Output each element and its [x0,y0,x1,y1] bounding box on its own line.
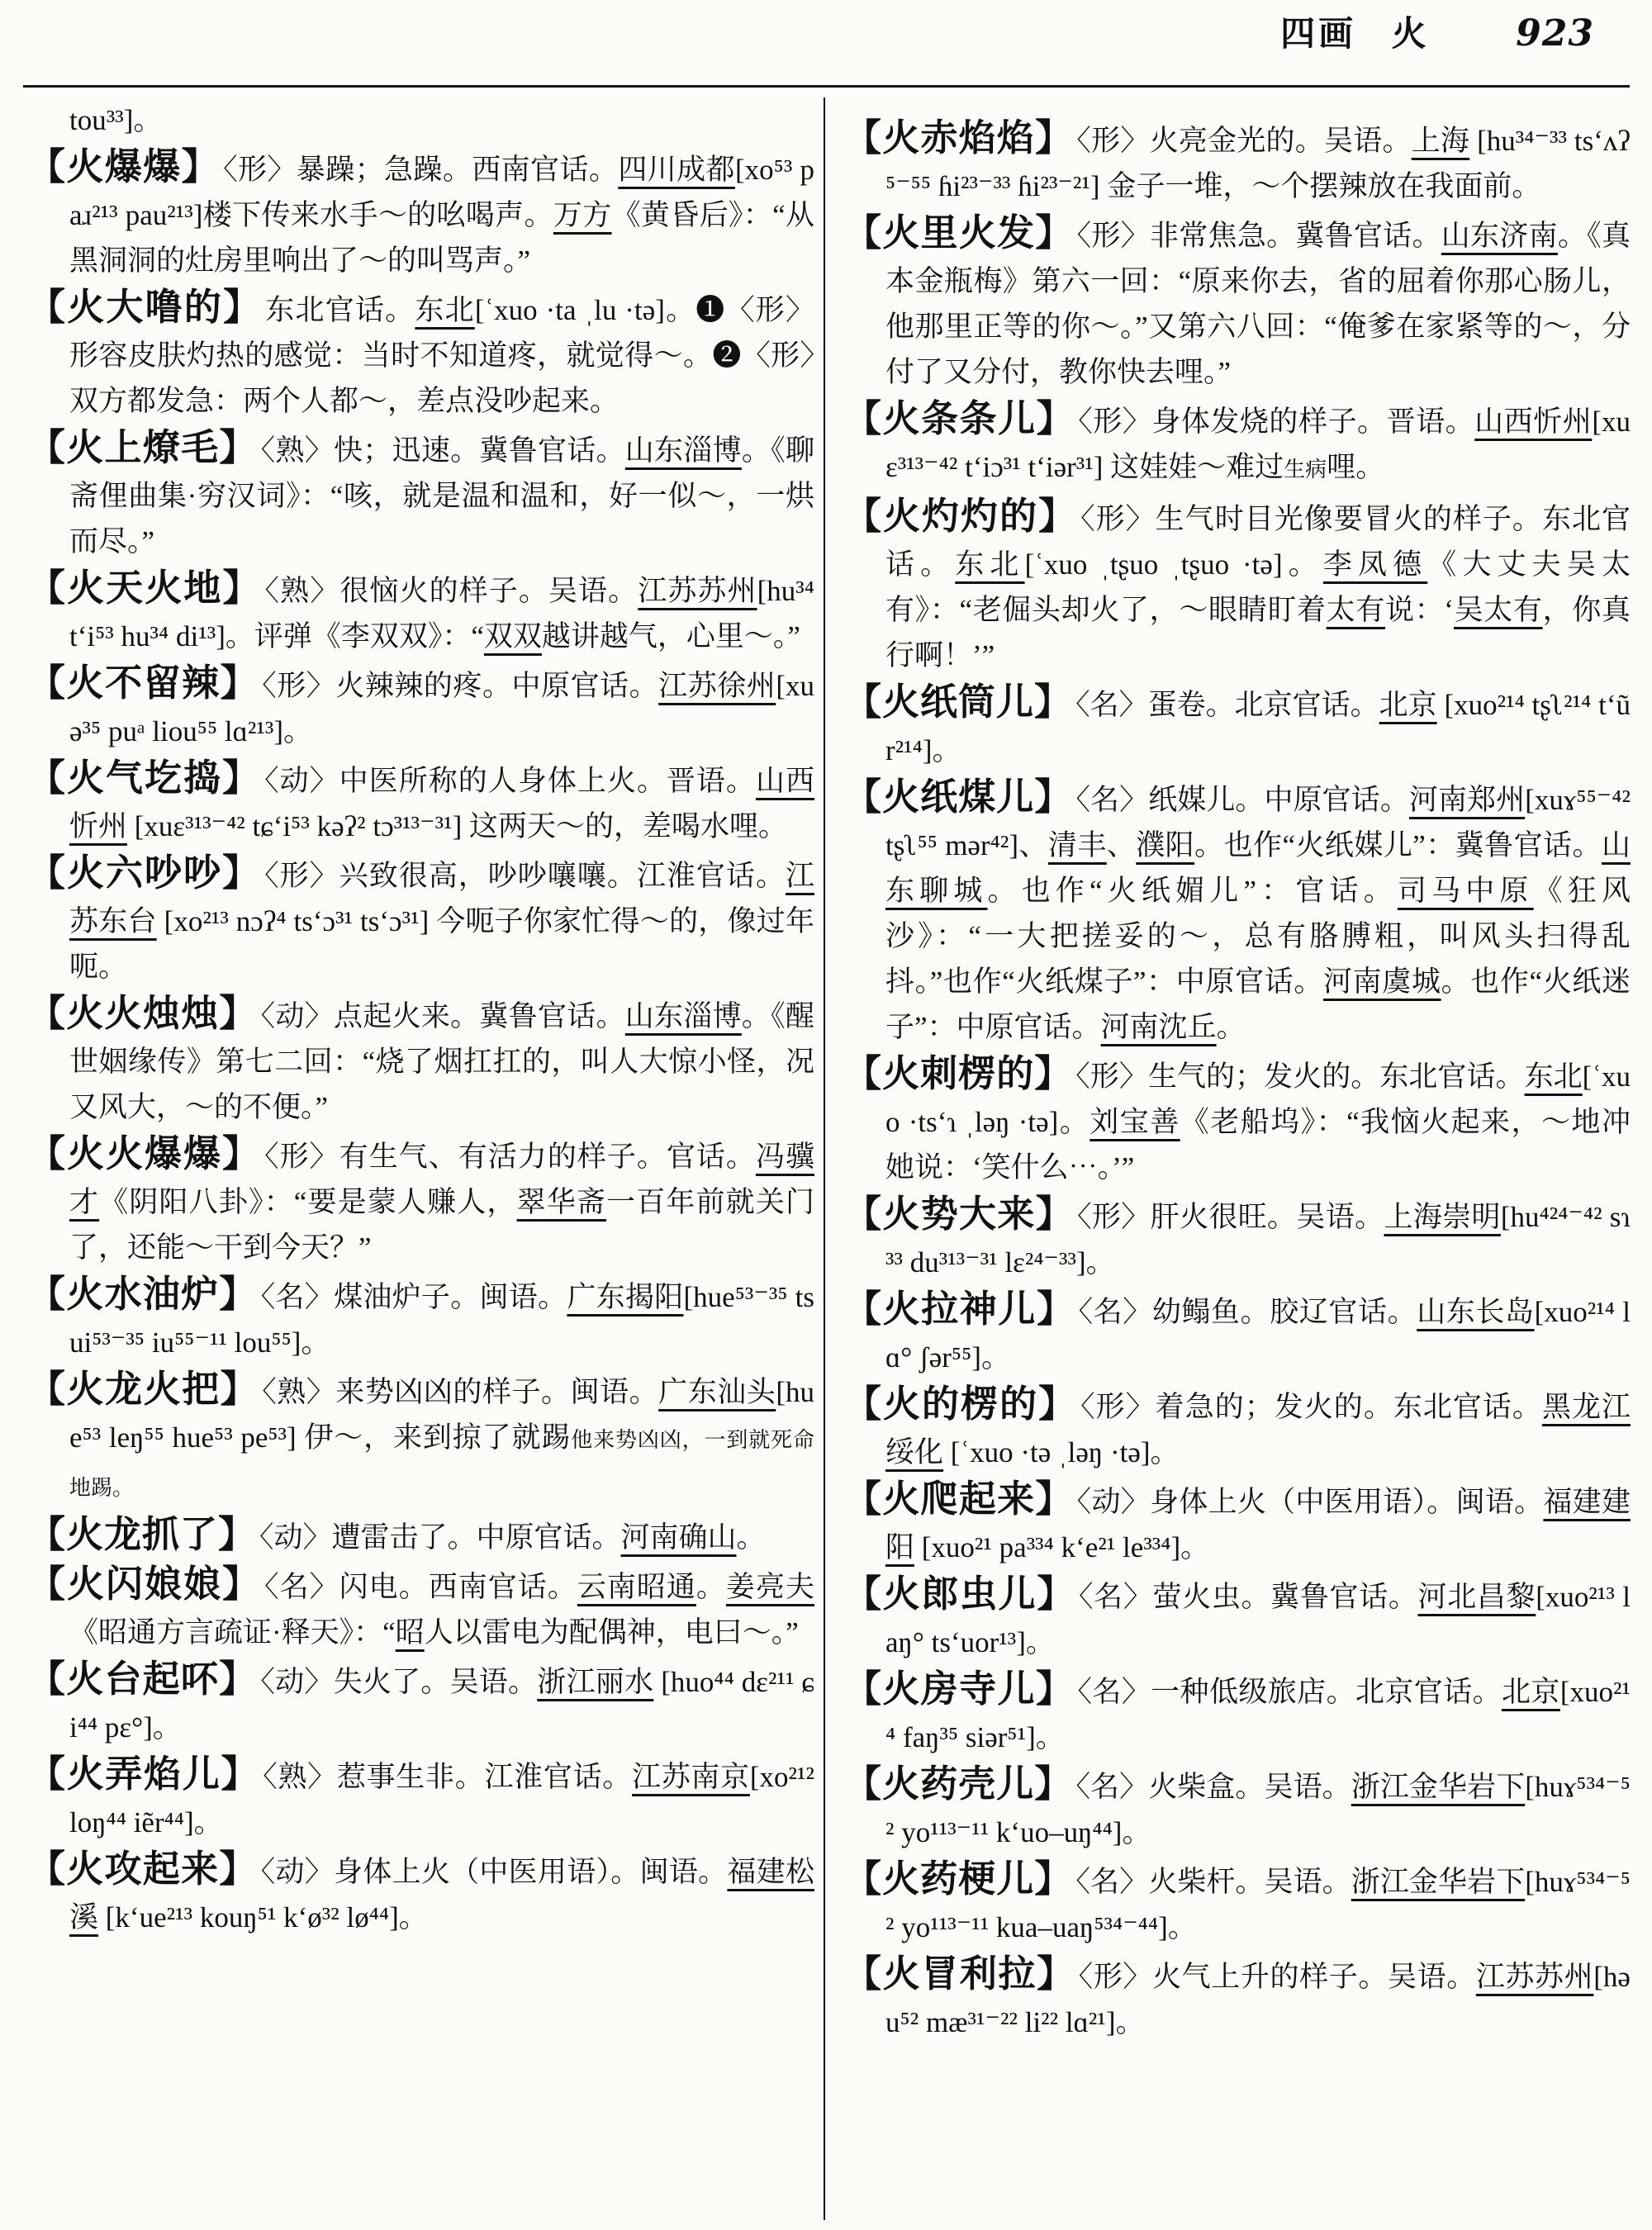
entry-text: 《大丈夫吴太有》：“老倔头却火了，～眼睛盯着 [885,548,1631,626]
dictionary-entry [844,1477,1631,1570]
entry-text: 〈动〉失火了。吴语。 [260,1666,538,1698]
dictionary-entry [28,1657,814,1750]
proper-noun: 福建建阳 [885,1486,1631,1563]
entry-headword: 【火刺楞的】 [844,1053,1073,1094]
entry-text: 〈形〉肝火很旺。吴语。 [1077,1201,1384,1233]
column-right [844,96,1631,2045]
entry-headword: 【火大噜的】 [28,287,263,328]
radical-label: 火 [1391,16,1430,54]
entry-headword: 【火冒利拉】 [844,1953,1075,1995]
dictionary-entry [844,1287,1631,1380]
dictionary-entry [28,661,814,754]
entry-text: [xuə³⁵ puᵃ liou⁵⁵ lɑ²¹³]。 [69,670,814,747]
dictionary-entry [28,566,814,659]
entry-text: 〈形〉兴致很高，吵吵嚷嚷。江淮官话。 [264,860,786,892]
proper-noun: 万方 [553,199,612,231]
entry-text: 〈名〉闪电。西南官话。 [264,1571,577,1603]
dictionary-entry [844,494,1631,678]
entry-text: 〈名〉煤油炉子。闽语。 [260,1281,567,1313]
entry-text: [ʿxuo ·tə ˌləŋ ·tə]。 [943,1436,1180,1468]
entry-text: 。也作“火纸迷子”：中原官话。 [885,966,1631,1043]
proper-noun: 黑龙江绥化 [885,1391,1631,1468]
dictionary-entry [28,425,814,564]
entry-headword: 【火闪娘娘】 [28,1563,262,1605]
entry-headword: 【火爆爆】 [28,146,221,187]
dictionary-entry [844,1051,1631,1190]
entry-text: 《狂风沙》：“一大把搓妥的～，总有胳膊粗，叫风头扫得乱抖。”也作“火纸煤子”：中原官话。 [885,875,1631,998]
entry-text: 〈形〉火辣辣的疼。中原官话。 [262,670,659,702]
proper-noun: 太有 [1326,594,1385,626]
entry-text: 〈熟〉来势凶凶的样子。闽语。 [262,1376,659,1408]
dictionary-entry [844,1192,1631,1285]
entry-text: 〈形〉非常焦急。冀鲁官话。 [1076,220,1441,252]
entry-text: [xuo²¹⁴ faŋ³⁵ siər⁵¹]。 [885,1676,1631,1753]
proper-noun: 江苏东台 [69,860,814,937]
entry-text: ，你真行啊！’” [885,594,1631,671]
dictionary-entry [844,116,1631,209]
proper-noun: 山东聊城 [885,829,1631,907]
dictionary-entry [28,1562,814,1655]
entry-text: [xuo²¹⁴ lɑ° ʃər⁵⁵]。 [885,1296,1631,1374]
entry-text: [xo²¹³ nɔʔ⁴ ts‘ɔ³¹ ts‘ɔ³¹] 今呃子你家忙得～的，像过年呃。 [69,905,814,983]
column-left [28,96,814,1940]
entry-headword: 【火火爆爆】 [28,1133,262,1174]
dictionary-entry [28,991,814,1130]
proper-noun: 濮阳 [1136,829,1195,861]
running-head [0,7,1619,56]
entry-headword: 【火拉神儿】 [844,1288,1075,1330]
dictionary-entry [844,1952,1631,2045]
entry-text: 〈形〉生气的；发火的。东北官话。 [1075,1060,1525,1093]
entry-text: 。《真本金瓶梅》第六一回：“原来你去，省的屈着你那心肠儿，他那里正等的你～。”又第六八回：“俺爹在家紧等的～，分付了又分付，教你快去哩。” [885,220,1631,388]
entry-text: [hue⁵³ leŋ⁵⁵ hue⁵³ pe⁵³] 伊～，来到掠了就踢 [69,1376,814,1454]
proper-noun: 冯骥才 [69,1141,814,1218]
entry-headword: 【火气圪捣】 [28,757,262,799]
entry-headword: 【火台起吥】 [28,1658,258,1700]
entry-text: 〈熟〉快；迅速。冀鲁官话。 [260,434,625,467]
dictionary-entry [28,1512,814,1560]
entry-text: 《黄昏后》：“从黑洞洞的灶房里响出了～的叫骂声。” [69,199,814,277]
proper-noun: 江苏苏州 [638,575,757,607]
entry-text: 〈形〉着急的；发火的。东北官话。 [1080,1391,1542,1423]
entry-text: 《老船坞》：“我恼火起来，～地冲她说：‘笑什么⋯。’” [885,1106,1631,1184]
entry-text: 〈形〉火气上升的样子。吴语。 [1078,1961,1476,1993]
dictionary-entry [28,1132,814,1270]
entry-text: [hue⁵³⁻³⁵ tsui⁵³⁻³⁵ iu⁵⁵⁻¹¹ lou⁵⁵]。 [69,1281,814,1359]
proper-noun: 吴太有 [1453,594,1543,626]
entry-text: [hu³⁴⁻³³ ts‘ʌʔ⁵⁻⁵⁵ ɦi²³⁻³³ ɦi²³⁻²¹] 金子一堆，～个摆辣放在我面前。 [885,125,1631,202]
entry-text: 〈动〉遭雷击了。中原官话。 [259,1521,621,1554]
entry-text: 〈动〉身体上火（中医用语）。闽语。 [1076,1486,1544,1518]
entry-text: [ʿxuo ˌtʂuo ˌtʂuo ·tə]。 [1024,548,1323,581]
dictionary-entry [28,1367,814,1511]
proper-noun: 北京 [1502,1676,1560,1708]
dictionary-entry [844,1762,1631,1855]
entry-text: [həu⁵² mæ³¹⁻²² li²² lɑ²¹]。 [885,1961,1631,2038]
proper-noun: 广东揭阳 [567,1281,684,1313]
entry-text: [xuo²¹ pa³³⁴ k‘e²¹ le³³⁴]。 [914,1531,1210,1563]
entry-headword: 【火爬起来】 [844,1478,1074,1520]
entry-text: [k‘ue²¹³ kouŋ⁵¹ k‘ø³² lø⁴⁴]。 [98,1901,428,1933]
proper-noun: 东北 [415,294,475,326]
proper-noun: 昭 [395,1616,425,1649]
entry-headword: 【火的楞的】 [844,1383,1078,1425]
entry-text: 。也作“火纸媚儿”：官话。 [987,875,1398,907]
entry-headword: 【火条条儿】 [844,398,1075,439]
entry-text: [xuɛ³¹³⁻⁴² tɕ‘i⁵³ kəʔ² tɔ³¹³⁻³¹] 这两天～的，差喝水哩。 [127,810,788,842]
proper-noun: 山东长岛 [1417,1296,1535,1328]
dictionary-entry [28,285,814,424]
entry-text: [ʿxuo ·ta ˌlu ·tə]。❶〈形〉形容皮肤灼热的感觉：当时不知道疼，就觉得～。❷〈形〉双方都发急：两个人都～，差点没吵起来。 [69,294,814,417]
entry-text: 〈名〉萤火虫。冀鲁官话。 [1079,1581,1418,1613]
entry-text: [xuɤ⁵⁵⁻⁴² tʂʅ⁵⁵ mər⁴²]、 [885,784,1631,861]
entry-headword: 【火攻起来】 [28,1848,258,1890]
entry-headword: 【火天火地】 [28,567,262,609]
proper-noun: 山西忻州 [69,765,814,842]
proper-noun: 河南沈丘 [1100,1011,1217,1043]
entry-text: [hu⁴²⁴⁻⁴² sɿ³³ du³¹³⁻³¹ lɛ²⁴⁻³³]。 [885,1201,1631,1279]
entry-headword: 【火药梗儿】 [844,1858,1073,1900]
entry-text: 〈动〉身体上火（中医用语）。闽语。 [260,1856,728,1888]
stroke-section-label: 四画 [1280,16,1357,54]
entry-text: 。 [736,1521,766,1554]
entry-text: 〈名〉一种低级旅店。北京官话。 [1077,1676,1502,1708]
proper-noun: 浙江丽水 [537,1666,654,1698]
entry-text: 〈名〉纸媒儿。中原官话。 [1075,784,1409,816]
entry-headword: 【火不留辣】 [28,662,259,704]
entry-text: [huo⁴⁴ dɛ²¹¹ ɕi⁴⁴ pɛ°]。 [69,1666,814,1744]
dictionary-entry [844,680,1631,773]
proper-noun: 河南虞城 [1323,966,1441,998]
entry-headword: 【火里火发】 [844,212,1074,254]
proper-noun: 浙江金华岩下 [1351,1866,1526,1898]
proper-noun: 上海崇明 [1384,1201,1501,1233]
proper-noun: 河北昌黎 [1417,1581,1536,1613]
entry-headword: 【火灼灼的】 [844,496,1078,537]
header-rule [23,85,1630,88]
entry-headword: 【火龙抓了】 [28,1514,257,1555]
entry-text: [huɤ⁵³⁴⁻⁵² yo¹¹³⁻¹¹ k‘uo–uŋ⁴⁴]。 [885,1771,1631,1848]
dictionary-entry [844,211,1631,395]
proper-noun: 山东淄博 [624,434,742,467]
dictionary-entry [844,775,1631,1050]
entry-text: 〈动〉中医所称的人身体上火。晋语。 [264,765,756,797]
dictionary-entry [28,1752,814,1845]
dictionary-entry [28,1272,814,1365]
proper-noun: 司马中原 [1397,875,1534,907]
proper-noun: 清丰 [1047,829,1107,861]
entry-headword: 【火六吵吵】 [28,852,262,894]
entry-headword: 【火郎虫儿】 [844,1573,1076,1615]
entry-text: 〈形〉暴躁；急躁。西南官话。 [223,154,619,186]
column-divider-rule [824,97,825,2220]
entry-headword: 【火纸煤儿】 [844,776,1073,818]
entry-text: 哩。 [1327,451,1385,483]
proper-noun: 上海 [1411,125,1470,157]
proper-noun: 山东淄博 [624,1000,742,1032]
proper-noun: 江苏苏州 [1475,1961,1594,1993]
entry-text: 说：‘ [1384,594,1454,626]
entry-text: 〈名〉幼鳎鱼。胶辽官话。 [1078,1296,1417,1328]
proper-noun: 河南郑州 [1408,784,1526,816]
entry-headword: 【火龙火把】 [28,1369,259,1410]
dictionary-entry [844,1667,1631,1760]
dictionary-entry [28,97,814,143]
entry-text: 人以雷电为配偶神，电曰～。” [424,1616,799,1649]
proper-noun: 广东汕头 [658,1376,776,1408]
entry-text: 〈熟〉惹事生非。江淮官话。 [263,1761,632,1793]
dictionary-entry [844,1382,1631,1475]
dictionary-entry [844,1572,1631,1665]
entry-text: [xuo²¹⁴ tʂʅ²¹⁴ t‘ũr²¹⁴]。 [885,689,1631,766]
dictionary-entry [28,1847,814,1940]
proper-noun: 东北 [955,548,1025,581]
entry-headword: 【火势大来】 [844,1193,1075,1235]
gloss-small-text: 生病 [1284,458,1327,482]
entry-text: 〈名〉火柴盒。吴语。 [1075,1771,1351,1803]
entry-headword: 【火火烛烛】 [28,993,258,1034]
entry-text: 〈动〉点起火来。冀鲁官话。 [260,1000,625,1032]
entry-headword: 【火水油炉】 [28,1274,258,1315]
entry-text: 〈名〉火柴杆。吴语。 [1075,1866,1351,1898]
proper-noun: 河南确山 [620,1521,737,1554]
gloss-small-text: 他来势凶凶，一到就死命地踢。 [69,1428,814,1500]
entry-text: 〈名〉蛋卷。北京官话。 [1075,689,1379,721]
proper-noun: 浙江金华岩下 [1351,1771,1526,1803]
entry-text: [xo²¹² loŋ⁴⁴ iẽr⁴⁴]。 [69,1761,814,1839]
entry-text: 〈形〉身体发烧的样子。晋语。 [1078,406,1475,438]
entry-text: 〈形〉生气时目光像要冒火的样子。东北官话。 [885,503,1631,581]
proper-noun: 姜亮夫 [725,1571,814,1603]
proper-noun: 刘宝善 [1089,1106,1180,1138]
entry-text: 。《醒世姻缘传》第七二回：“烧了烟扛扛的，叫人大惊小怪，况又风大，～的不便。” [69,1000,814,1123]
dictionary-entry [28,756,814,849]
entry-text: [xuɛ³¹³⁻⁴² t‘iɔ³¹ t‘iər³¹] 这娃娃～难过 [885,406,1631,483]
proper-noun: 双双 [483,620,542,652]
proper-noun: 江苏南京 [632,1761,750,1793]
entry-headword: 【火赤焰焰】 [844,117,1074,159]
proper-noun: 山西忻州 [1474,406,1593,438]
entry-headword: 【火药壳儿】 [844,1763,1073,1805]
entry-headword: 【火上燎毛】 [28,427,258,468]
entry-text: 《阴阳八卦》：“要是蒙人赚人， [99,1186,517,1218]
proper-noun: 李凤德 [1322,548,1428,581]
proper-noun: 福建松溪 [69,1856,814,1933]
entry-text: tou³³]。 [69,104,163,136]
entry-text: 一百年前就关门了，还能～干到今天？” [69,1186,814,1264]
entry-text: 〈熟〉很恼火的样子。吴语。 [264,575,638,607]
entry-text: [xuo²¹³ laŋ° ts‘uor¹³]。 [885,1581,1631,1658]
entry-text: 。也作“火纸媒儿”：冀鲁官话。 [1194,829,1602,861]
proper-noun: 云南昭通 [577,1571,696,1603]
page-number: 923 [1516,12,1594,55]
entry-text: 〈形〉火亮金光的。吴语。 [1076,125,1412,157]
dictionary-entry [28,851,814,989]
entry-text: 、 [1106,829,1137,861]
entry-text: 。 [1216,1011,1246,1043]
entry-text: 。《聊斋俚曲集·穷汉词》：“咳，就是温和温和，好一似～，一烘而尽。” [69,434,814,558]
entry-text: 〈形〉有生气、有活力的样子。官话。 [264,1141,756,1173]
proper-noun: 翠华斋 [516,1186,607,1218]
proper-noun: 四川成都 [618,154,735,186]
entry-text: 。 [695,1571,726,1603]
dictionary-entry [844,1857,1631,1950]
entry-text: 东北官话。 [265,294,415,326]
entry-text: [ʿxuo ·ts‘ɿ ˌləŋ ·tə]。 [885,1060,1631,1138]
entry-text: [huɤ⁵³⁴⁻⁵² yo¹¹³⁻¹¹ kua–uaŋ⁵³⁴⁻⁴⁴]。 [885,1866,1631,1943]
proper-noun: 北京 [1379,689,1437,721]
entry-text: 《昭通方言疏证·释天》：“ [69,1616,396,1649]
entry-headword: 【火弄焰儿】 [28,1753,260,1795]
entry-headword: 【火纸筒儿】 [844,681,1073,723]
dictionary-entry [844,396,1631,492]
proper-noun: 江苏徐州 [658,670,776,702]
proper-noun: 东北 [1524,1060,1583,1093]
dictionary-entry [28,145,814,283]
entry-headword: 【火房寺儿】 [844,1668,1075,1710]
entry-text: [hu³⁴ t‘i⁵³ hu³⁴ di¹³]。评弹《李双双》：“ [69,575,814,652]
entry-text: [xo⁵³ paɹ²¹³ pau²¹³]楼下传来水手～的吆喝声。 [69,154,814,231]
entry-text: 越讲越气，心里～。” [541,620,800,652]
proper-noun: 山东济南 [1441,220,1558,252]
